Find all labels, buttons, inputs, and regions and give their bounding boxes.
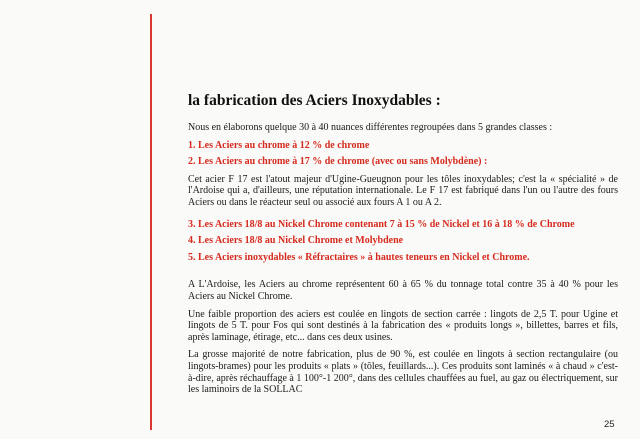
- f17-paragraph: Cet acier F 17 est l'atout majeur d'Ugine-Gueugnon pour les tôles inoxydables; c'est la « spécialité » de l'Ardoise qui a, d'ailleurs, une réputation internationale. Le F 17 est fabriqué dans l'un ou l'autre des fours Aciers ou dans le réacteur seul ou associé aux fours A 1 ou A 2.: [188, 173, 618, 208]
- ardoise-paragraph: A L'Ardoise, les Aciers au chrome représentent 60 à 65 % du tonnage total contre 35 à 40 % pour les Aciers au Nickel Chrome.: [188, 279, 618, 302]
- page-title: la fabrication des Aciers Inoxydables :: [188, 92, 441, 109]
- margin-rule: [150, 14, 152, 430]
- list-item-1: 1. Les Aciers au chrome à 12 % de chrome: [188, 139, 370, 151]
- lingots-paragraph: Une faible proportion des aciers est coulée en lingots de section carrée : lingots de 2,5 T. pour Ugine et lingots de 5 T. pour Fos qui sont destinés à la fabrication des « produits longs », billettes, barres et fils, après laminage, étirage, etc... dans ces deux usines.: [188, 308, 618, 343]
- intro-paragraph: Nous en élaborons quelque 30 à 40 nuances différentes regroupées dans 5 grandes classes :: [188, 122, 553, 133]
- steel-classes-list: [188, 140, 618, 168]
- steel-classes-list-continued: [188, 219, 618, 264]
- majorite-paragraph: La grosse majorité de notre fabrication, plus de 90 %, est coulée en lingots à section rectangulaire (ou lingots-brames) pour les produits « plats » (tôles, feuillards...). Ces produits sont laminés « à chaud » c'est-à-dire, après réchauffage à 1 100°-1 200°, dans des cellules chauffées au fuel, au gaz ou électriquement, sur les laminoirs de la SOLLAC: [188, 349, 618, 396]
- page-number: 25: [604, 419, 615, 430]
- list-item-2: 2. Les Aciers au chrome à 17 % de chrome (avec ou sans Molybdène) :: [188, 156, 488, 168]
- page-content: [188, 92, 618, 396]
- list-item-4: 4. Les Aciers 18/8 au Nickel Chrome et Molybdene: [188, 235, 404, 247]
- list-item-5: 5. Les Aciers inoxydables « Réfractaires » à hautes teneurs en Nickel et Chrome.: [188, 251, 530, 263]
- list-item-3: 3. Les Aciers 18/8 au Nickel Chrome contenant 7 à 15 % de Nickel et 16 à 18 % de Chrome: [188, 218, 575, 230]
